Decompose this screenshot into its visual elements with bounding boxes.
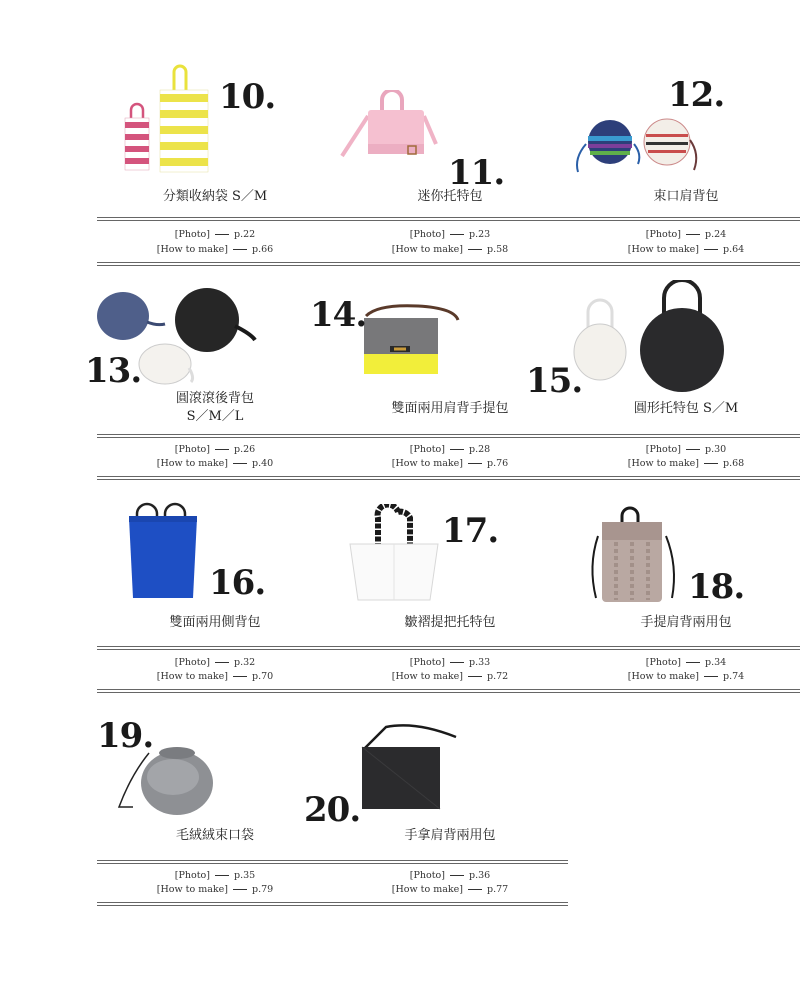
photo-ref[interactable]: [Photo] p.33 <box>409 657 491 668</box>
divider <box>568 689 800 693</box>
dash <box>450 875 464 876</box>
photo-ref[interactable]: [Photo] p.28 <box>409 444 491 455</box>
how-to-make-ref[interactable]: [How to make] p.58 <box>391 244 509 255</box>
divider <box>332 646 568 650</box>
knit-two-way-bag-icon <box>586 506 686 606</box>
dash <box>468 889 482 890</box>
divider <box>568 476 800 480</box>
item-name: 皺褶提把托特包 <box>404 615 496 630</box>
dash <box>215 449 229 450</box>
blue-side-bag-icon <box>123 502 203 602</box>
item-name: 毛絨絨束口袋 <box>175 828 254 843</box>
dash <box>468 463 482 464</box>
photo-ref[interactable]: [Photo] p.32 <box>174 657 256 668</box>
drawstring-shoulder-bags-icon <box>572 114 702 180</box>
item-size: S／M／L <box>186 409 244 424</box>
item-name: 分類收納袋 S／M <box>162 189 268 204</box>
pink-mini-tote-icon <box>338 90 438 170</box>
dash <box>450 234 464 235</box>
how-to-make-ref[interactable]: [How to make] p.70 <box>156 671 274 682</box>
item-number: 18. <box>688 567 745 607</box>
divider <box>97 217 333 221</box>
striped-storage-bags-icon <box>122 62 212 174</box>
how-to-make-ref[interactable]: [How to make] p.64 <box>627 244 745 255</box>
round-tote-bags-icon <box>568 280 728 392</box>
black-clutch-shoulder-bag-icon <box>356 719 466 815</box>
divider <box>97 646 333 650</box>
item-number: 13. <box>85 351 142 391</box>
divider <box>97 689 333 693</box>
divider <box>332 434 568 438</box>
dash <box>704 463 718 464</box>
item-number: 10. <box>219 77 276 117</box>
ruffle-handle-tote-icon <box>346 504 442 604</box>
dash <box>686 662 700 663</box>
dash <box>215 234 229 235</box>
item-number: 12. <box>668 75 725 115</box>
dash <box>215 662 229 663</box>
item-number: 19. <box>97 716 154 756</box>
how-to-make-ref[interactable]: [How to make] p.77 <box>391 884 509 895</box>
how-to-make-ref[interactable]: [How to make] p.74 <box>627 671 745 682</box>
photo-ref[interactable]: [Photo] p.22 <box>174 229 256 240</box>
how-to-make-ref[interactable]: [How to make] p.40 <box>156 458 274 469</box>
how-to-make-ref[interactable]: [How to make] p.76 <box>391 458 509 469</box>
dash <box>215 875 229 876</box>
how-to-make-ref[interactable]: [How to make] p.72 <box>391 671 509 682</box>
divider <box>568 434 800 438</box>
item-number: 16. <box>209 563 266 603</box>
item-name: 圓形托特包 S／M <box>633 401 739 416</box>
divider <box>568 646 800 650</box>
dash <box>686 234 700 235</box>
photo-ref[interactable]: [Photo] p.30 <box>645 444 727 455</box>
photo-ref[interactable]: [Photo] p.36 <box>409 870 491 881</box>
item-name: 手拿肩背兩用包 <box>404 828 496 843</box>
dash <box>468 676 482 677</box>
dash <box>233 889 247 890</box>
item-number: 11. <box>448 153 505 193</box>
divider <box>332 689 568 693</box>
how-to-make-ref[interactable]: [How to make] p.66 <box>156 244 274 255</box>
photo-ref[interactable]: [Photo] p.26 <box>174 444 256 455</box>
dash <box>704 249 718 250</box>
item-number: 15. <box>526 361 583 401</box>
two-way-shoulder-bag-icon <box>358 302 468 378</box>
dash <box>450 449 464 450</box>
dash <box>704 676 718 677</box>
divider <box>97 860 333 864</box>
item-number: 17. <box>442 511 499 551</box>
divider <box>97 902 333 906</box>
item-name: 雙面兩用肩背手提包 <box>391 401 509 416</box>
how-to-make-ref[interactable]: [How to make] p.79 <box>156 884 274 895</box>
divider <box>332 902 568 906</box>
photo-ref[interactable]: [Photo] p.24 <box>645 229 727 240</box>
photo-ref[interactable]: [Photo] p.23 <box>409 229 491 240</box>
item-number: 14. <box>310 295 367 335</box>
divider <box>332 217 568 221</box>
item-name: 雙面兩用側背包 <box>169 615 261 630</box>
dash <box>233 463 247 464</box>
item-name: 迷你托特包 <box>417 189 483 204</box>
divider <box>97 434 333 438</box>
dash <box>233 676 247 677</box>
dash <box>450 662 464 663</box>
item-name: 手提肩背兩用包 <box>640 615 732 630</box>
dash <box>686 449 700 450</box>
divider <box>568 217 800 221</box>
divider <box>568 262 800 266</box>
divider <box>332 476 568 480</box>
item-number: 20. <box>304 790 361 830</box>
divider <box>97 476 333 480</box>
dash <box>233 249 247 250</box>
divider <box>332 860 568 864</box>
photo-ref[interactable]: [Photo] p.35 <box>174 870 256 881</box>
divider <box>97 262 333 266</box>
divider <box>332 262 568 266</box>
item-name: 束口肩背包 <box>653 189 719 204</box>
item-name: 圓滾滾後背包 <box>175 391 254 406</box>
dash <box>468 249 482 250</box>
how-to-make-ref[interactable]: [How to make] p.68 <box>627 458 745 469</box>
photo-ref[interactable]: [Photo] p.34 <box>645 657 727 668</box>
